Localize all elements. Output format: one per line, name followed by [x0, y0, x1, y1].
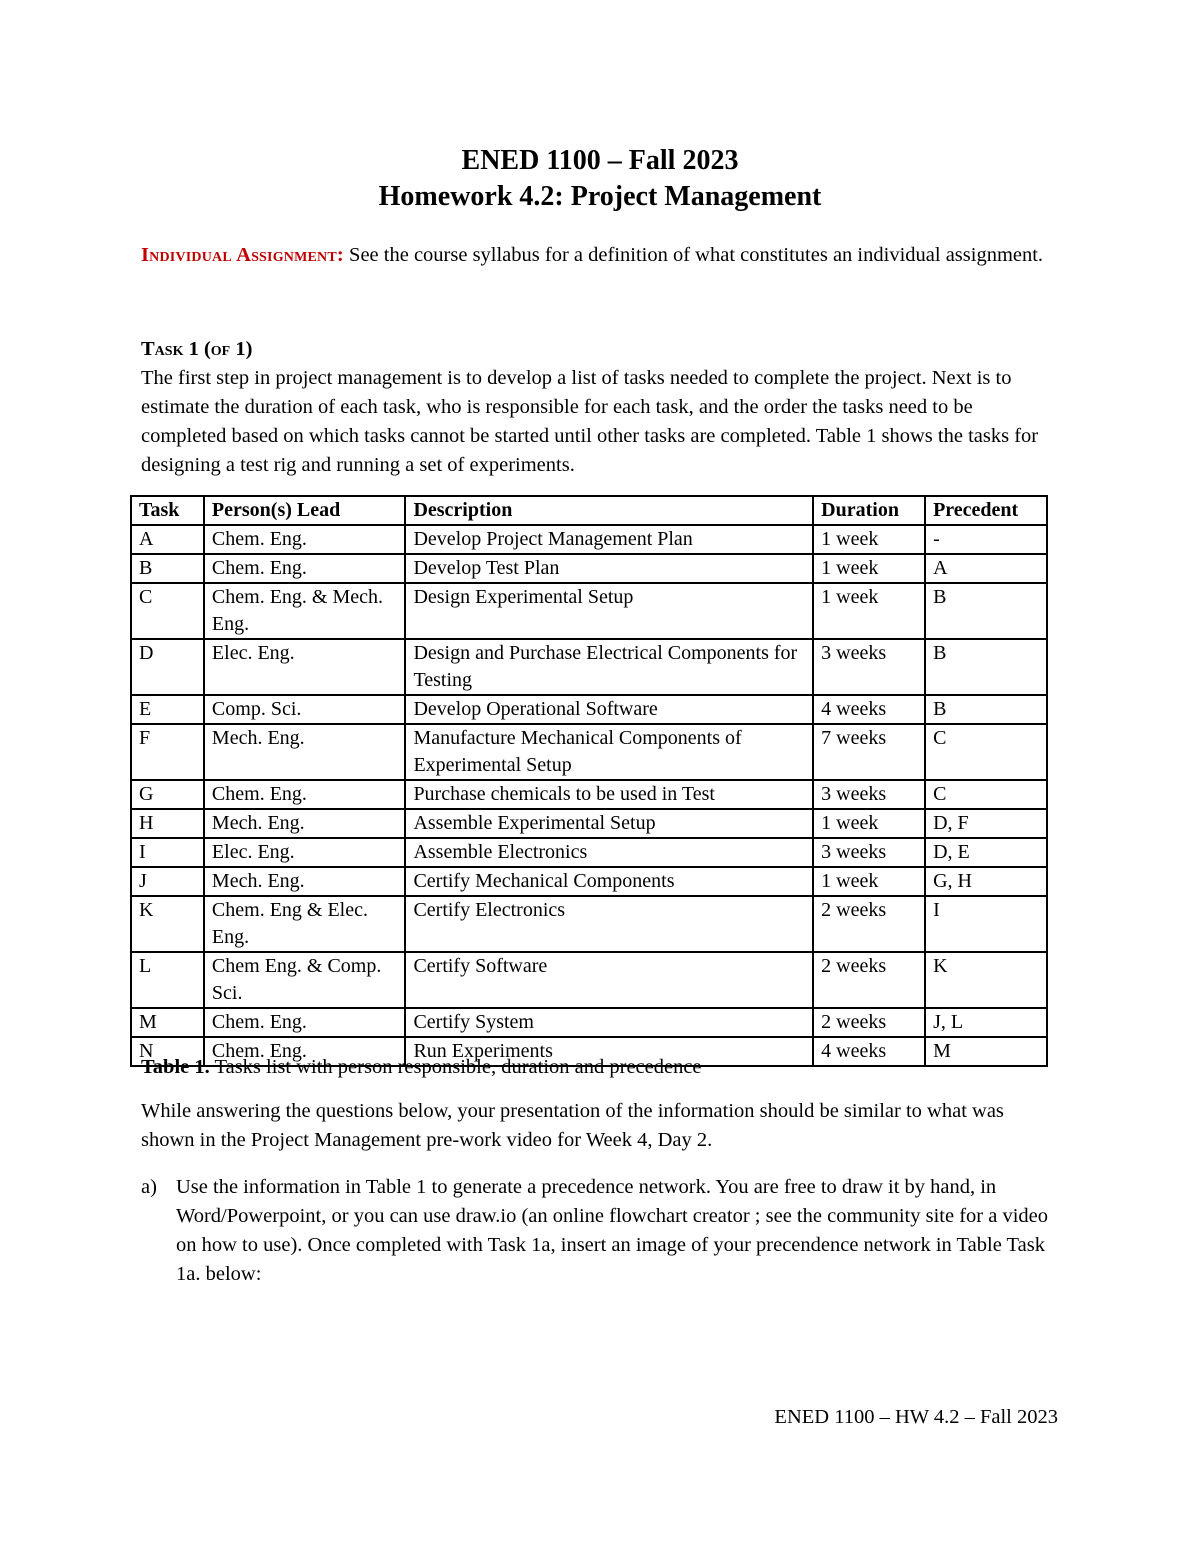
cell-duration: 3 weeks [813, 780, 925, 809]
table-row [131, 952, 1047, 1008]
header-task: Task [131, 496, 204, 525]
cell-description: Run Experiments [405, 1037, 813, 1066]
cell-description: Design Experimental Setup [405, 583, 813, 639]
cell-lead: Mech. Eng. [204, 724, 406, 780]
cell-duration: 3 weeks [813, 639, 925, 695]
cell-precedent: A [925, 554, 1047, 583]
table-row [131, 809, 1047, 838]
cell-task: H [131, 809, 204, 838]
cell-description: Certify Software [405, 952, 813, 1008]
cell-task: M [131, 1008, 204, 1037]
assignment-note-text: See the course syllabus for a definition of what constitutes an individual assignment. [349, 244, 1044, 266]
cell-task: E [131, 695, 204, 724]
question-marker: a) [141, 1176, 157, 1198]
table-row [131, 554, 1047, 583]
cell-description: Develop Test Plan [405, 554, 813, 583]
cell-duration: 4 weeks [813, 695, 925, 724]
table-caption-text: Tasks list with person responsible, duration and precedence [214, 1056, 702, 1078]
cell-description: Develop Project Management Plan [405, 525, 813, 554]
cell-duration: 1 week [813, 525, 925, 554]
document-subtitle: Homework 4.2: Project Management [378, 181, 822, 212]
cell-lead: Mech. Eng. [204, 809, 406, 838]
cell-lead: Elec. Eng. [204, 838, 406, 867]
cell-duration: 4 weeks [813, 1037, 925, 1066]
cell-precedent: J, L [925, 1008, 1047, 1037]
question-a [141, 1173, 1057, 1289]
assignment-note [141, 241, 1057, 270]
cell-task: D [131, 639, 204, 695]
cell-duration: 2 weeks [813, 1008, 925, 1037]
cell-precedent: - [925, 525, 1047, 554]
cell-task: F [131, 724, 204, 780]
document-title: ENED 1100 – Fall 2023 [461, 145, 739, 176]
cell-description: Certify Electronics [405, 896, 813, 952]
header-precedent: Precedent [925, 496, 1047, 525]
cell-lead: Chem. Eng. [204, 525, 406, 554]
cell-duration: 1 week [813, 583, 925, 639]
cell-precedent: B [925, 639, 1047, 695]
task-heading: Task 1 (of 1) [141, 338, 253, 360]
cell-lead: Chem. Eng. [204, 1037, 406, 1066]
table-caption [141, 1053, 702, 1082]
cell-precedent: B [925, 695, 1047, 724]
cell-task: N [131, 1037, 204, 1066]
table-row [131, 867, 1047, 896]
cell-duration: 1 week [813, 554, 925, 583]
cell-precedent: M [925, 1037, 1047, 1066]
table-row [131, 780, 1047, 809]
cell-description: Design and Purchase Electrical Components for Testing [405, 639, 813, 695]
assignment-note-heading: Individual Assignment: [141, 244, 344, 266]
header-duration: Duration [813, 496, 925, 525]
cell-description: Purchase chemicals to be used in Test [405, 780, 813, 809]
cell-precedent: I [925, 896, 1047, 952]
table-row [131, 639, 1047, 695]
cell-precedent: D, F [925, 809, 1047, 838]
cell-task: A [131, 525, 204, 554]
cell-description: Certify System [405, 1008, 813, 1037]
cell-task: K [131, 896, 204, 952]
cell-precedent: G, H [925, 867, 1047, 896]
cell-lead: Chem Eng. & Comp. Sci. [204, 952, 406, 1008]
cell-description: Develop Operational Software [405, 695, 813, 724]
task-section-heading [141, 335, 1057, 364]
table-header-row [131, 496, 1047, 525]
cell-lead: Chem. Eng. [204, 780, 406, 809]
cell-precedent: K [925, 952, 1047, 1008]
table-row [131, 724, 1047, 780]
cell-duration: 2 weeks [813, 896, 925, 952]
header-lead: Person(s) Lead [204, 496, 406, 525]
cell-lead: Chem. Eng. & Mech. Eng. [204, 583, 406, 639]
cell-duration: 1 week [813, 867, 925, 896]
cell-lead: Chem. Eng & Elec. Eng. [204, 896, 406, 952]
table-row [131, 838, 1047, 867]
cell-description: Manufacture Mechanical Components of Experimental Setup [405, 724, 813, 780]
cell-task: I [131, 838, 204, 867]
cell-duration: 1 week [813, 809, 925, 838]
cell-precedent: B [925, 583, 1047, 639]
cell-description: Assemble Electronics [405, 838, 813, 867]
cell-lead: Elec. Eng. [204, 639, 406, 695]
cell-precedent: D, E [925, 838, 1047, 867]
table-row [131, 695, 1047, 724]
task-intro: The first step in project management is to develop a list of tasks needed to complete the project. Next is to estimate the duration of each task, who is responsible for each task, and the order the tasks need to be completed based on which tasks cannot be started until other tasks are completed. Table 1 shows the tasks for designing a test rig and running a set of experiments. [141, 367, 1039, 476]
cell-duration: 2 weeks [813, 952, 925, 1008]
cell-task: B [131, 554, 204, 583]
question-text: Use the information in Table 1 to generate a precedence network. You are free to draw it by hand, in Word/Powerpoint, or you can use draw.io (an online flowchart creator ; see the community site for a video on how to use). Once completed with Task 1a, insert an image of your precendence network in Table Task 1a. below: [176, 1176, 1048, 1285]
cell-lead: Chem. Eng. [204, 554, 406, 583]
table-caption-label: Table 1. [141, 1056, 210, 1078]
cell-task: G [131, 780, 204, 809]
cell-task: C [131, 583, 204, 639]
cell-duration: 3 weeks [813, 838, 925, 867]
table-row [131, 525, 1047, 554]
cell-precedent: C [925, 780, 1047, 809]
page-footer: ENED 1100 – HW 4.2 – Fall 2023 [774, 1406, 1058, 1428]
instructions-paragraph: While answering the questions below, your presentation of the information should be similar to what was shown in the Project Management pre-work video for Week 4, Day 2. [141, 1100, 1004, 1151]
table-row [131, 1008, 1047, 1037]
cell-lead: Chem. Eng. [204, 1008, 406, 1037]
cell-duration: 7 weeks [813, 724, 925, 780]
header-description: Description [405, 496, 813, 525]
cell-lead: Comp. Sci. [204, 695, 406, 724]
cell-task: L [131, 952, 204, 1008]
cell-description: Assemble Experimental Setup [405, 809, 813, 838]
cell-precedent: C [925, 724, 1047, 780]
cell-description: Certify Mechanical Components [405, 867, 813, 896]
cell-lead: Mech. Eng. [204, 867, 406, 896]
table-row [131, 583, 1047, 639]
cell-task: J [131, 867, 204, 896]
table-row [131, 896, 1047, 952]
table-body [131, 525, 1047, 1066]
tasks-table [130, 495, 1048, 1067]
